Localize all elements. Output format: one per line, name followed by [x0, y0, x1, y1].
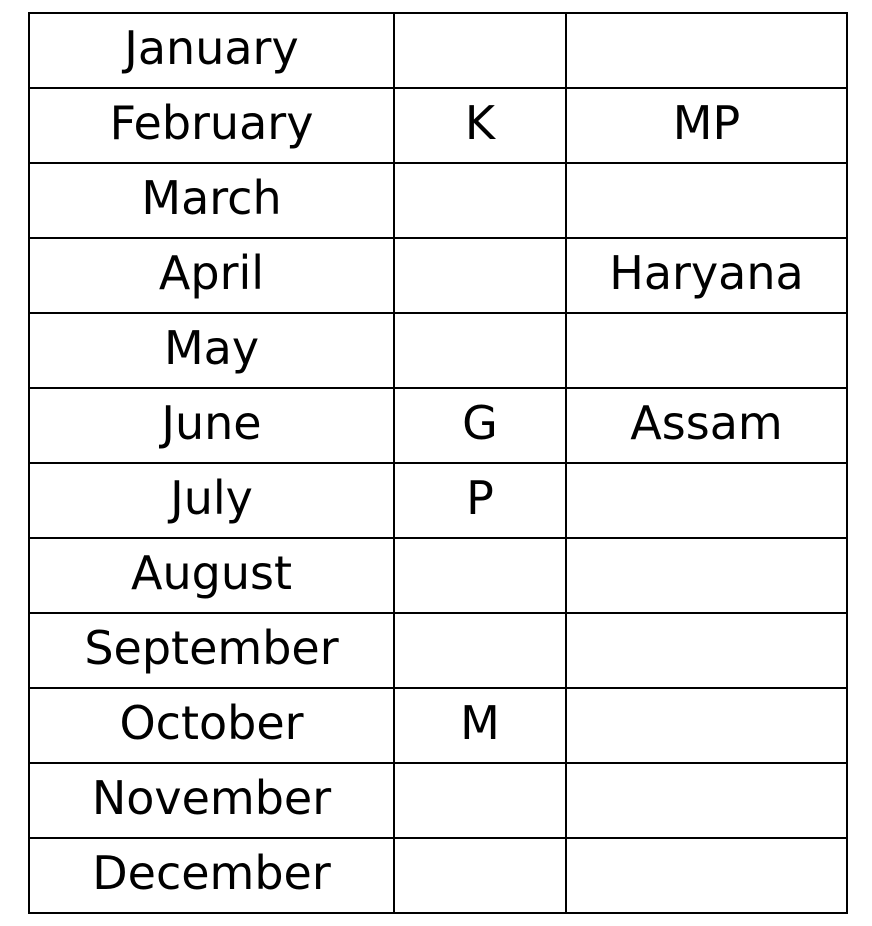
month-cell: April [29, 238, 394, 313]
table-row [29, 688, 847, 763]
table-row [29, 463, 847, 538]
month-cell: December [29, 838, 394, 913]
code-cell [394, 13, 566, 88]
code-cell [394, 763, 566, 838]
month-cell: June [29, 388, 394, 463]
month-cell: January [29, 13, 394, 88]
table-row [29, 538, 847, 613]
state-cell: Haryana [566, 238, 847, 313]
month-cell: February [29, 88, 394, 163]
month-cell: August [29, 538, 394, 613]
code-cell [394, 538, 566, 613]
month-cell: March [29, 163, 394, 238]
month-cell: July [29, 463, 394, 538]
code-cell: G [394, 388, 566, 463]
table-row [29, 163, 847, 238]
state-cell [566, 13, 847, 88]
month-cell: October [29, 688, 394, 763]
state-cell [566, 538, 847, 613]
state-cell: Assam [566, 388, 847, 463]
state-cell [566, 463, 847, 538]
code-cell: K [394, 88, 566, 163]
state-cell [566, 313, 847, 388]
month-cell: May [29, 313, 394, 388]
code-cell [394, 238, 566, 313]
table-row [29, 238, 847, 313]
state-cell [566, 763, 847, 838]
table-row [29, 13, 847, 88]
table-row [29, 388, 847, 463]
code-cell [394, 613, 566, 688]
table-row [29, 613, 847, 688]
month-cell: September [29, 613, 394, 688]
code-cell [394, 163, 566, 238]
code-cell [394, 838, 566, 913]
state-cell [566, 163, 847, 238]
state-cell [566, 688, 847, 763]
state-cell [566, 838, 847, 913]
month-table-body [29, 13, 847, 913]
code-cell: P [394, 463, 566, 538]
table-row [29, 763, 847, 838]
month-cell: November [29, 763, 394, 838]
table-row [29, 838, 847, 913]
table-row [29, 313, 847, 388]
code-cell: M [394, 688, 566, 763]
state-cell [566, 613, 847, 688]
code-cell [394, 313, 566, 388]
state-cell: MP [566, 88, 847, 163]
table-row [29, 88, 847, 163]
month-table [28, 12, 848, 914]
